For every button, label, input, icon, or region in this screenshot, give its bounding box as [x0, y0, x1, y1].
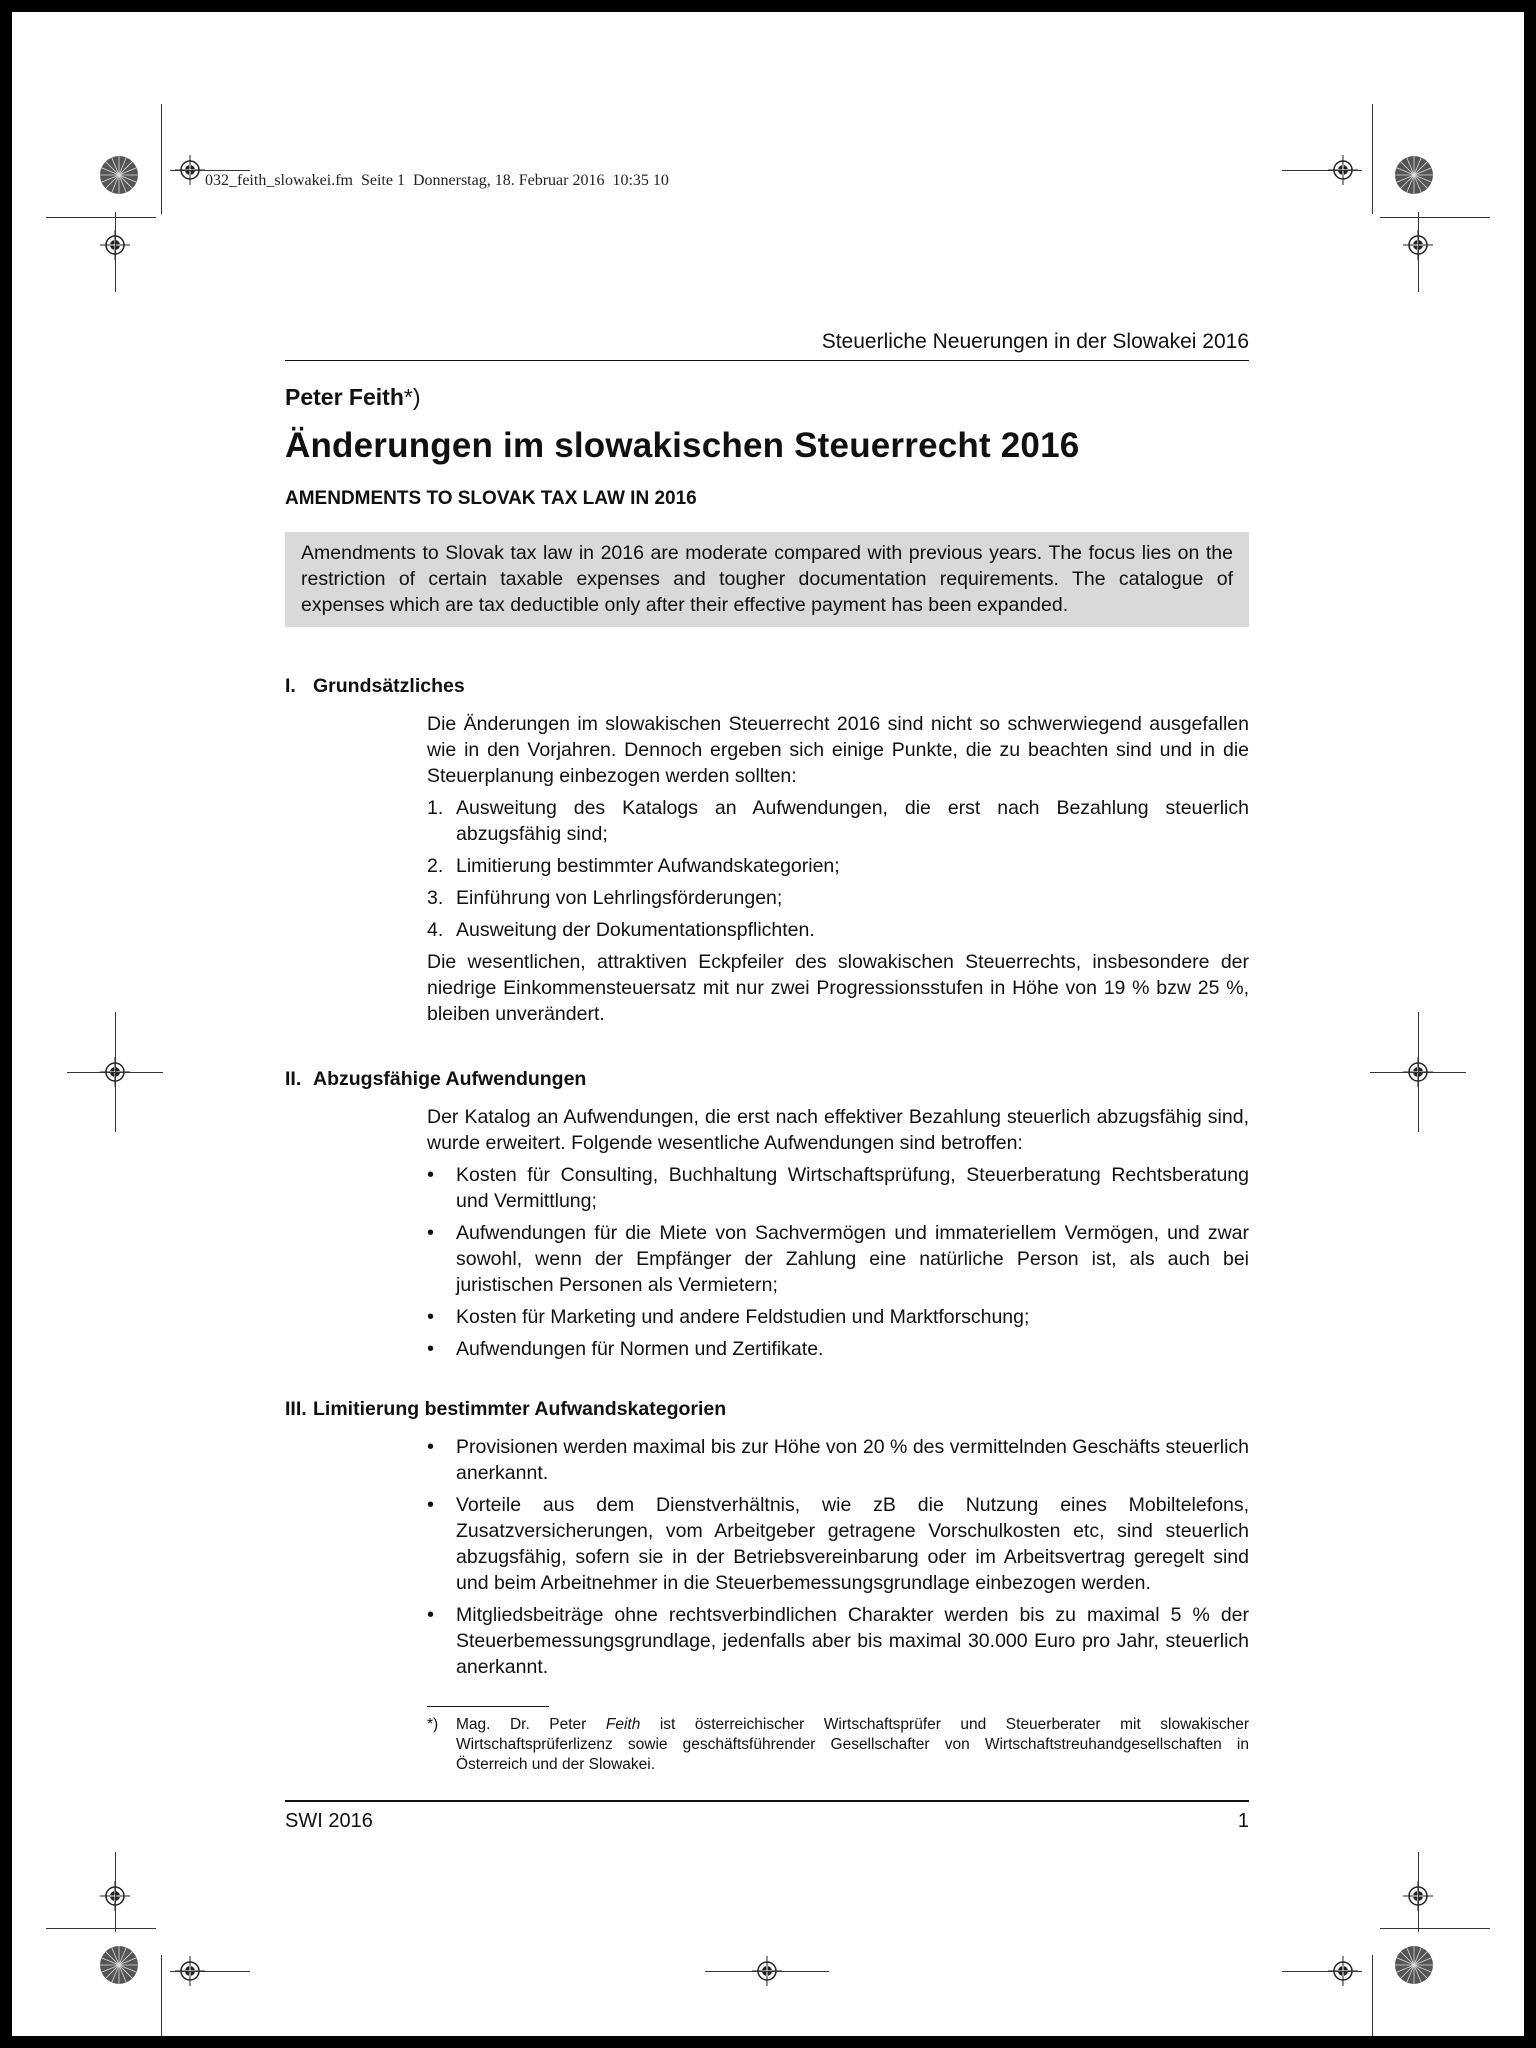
- register-dial-icon: [1394, 1945, 1434, 1985]
- abstract-box: Amendments to Slovak tax law in 2016 are moderate compared with previous years. The focus lies on the restriction of certain taxable expenses and tougher documentation requirements. The catalogue of expenses which are tax deductible only after their effective payment has been expanded.: [285, 532, 1249, 627]
- list-item-text: Mitgliedsbeiträge ohne rechtsverbindlichen Charakter werden bis zu maximal 5 % der Steuerbemessungsgrundlage, jedenfalls aber bis maximal 30.000 Euro pro Jahr, steuerlich anerkannt.: [456, 1604, 1249, 1678]
- register-dial-icon: [99, 155, 139, 195]
- journal-name: SWI 2016: [285, 1810, 373, 1832]
- register-dial-icon: [99, 1945, 139, 1985]
- crop-mark: [1380, 217, 1490, 218]
- crop-mark: [161, 1955, 162, 2036]
- crop-mark: [1372, 104, 1373, 214]
- section-title: Limitierung bestimmter Aufwandskategorien: [313, 1398, 727, 1420]
- list-item: [427, 1220, 1249, 1298]
- bullet-list: [427, 1162, 1249, 1362]
- crop-mark: [170, 170, 250, 171]
- list-item-text: Vorteile aus dem Dienstverhältnis, wie zB die Nutzung eines Mobiltelefons, Zusatzversicherungen, vom Arbeitgeber getragene Vorschulkosten etc, sind steuerlich abzugsfähig, sofern sie in der Betriebsvereinbarung oder im Arbeitsvertrag geregelt sind und beim Arbeitnehmer in die Steuerbemessungsgrundlage einbezogen werden.: [456, 1494, 1249, 1594]
- article-title: Änderungen im slowakischen Steuerrecht 2016: [285, 426, 1080, 465]
- list-marker: 2.: [427, 855, 444, 877]
- crop-mark: [46, 1928, 156, 1929]
- footnote-marker: *): [403, 384, 421, 410]
- bullet-icon: •: [427, 1164, 435, 1186]
- bullet-list: [427, 1434, 1249, 1680]
- list-item-text: Ausweitung der Dokumentationspflichten.: [456, 919, 815, 941]
- list-item: [427, 1434, 1249, 1486]
- crop-mark: [1370, 1072, 1466, 1073]
- list-item-text: Limitierung bestimmter Aufwandskategorien;: [456, 855, 840, 877]
- footer-rule: [285, 1800, 1249, 1802]
- list-item: [427, 795, 1249, 847]
- page-number: 1: [1237, 1810, 1249, 1832]
- section-heading: [285, 1398, 726, 1421]
- section-body: [427, 1428, 1249, 1680]
- bullet-icon: •: [427, 1604, 435, 1626]
- crop-mark: [1282, 1971, 1362, 1972]
- bullet-icon: •: [427, 1306, 435, 1328]
- crop-mark: [170, 1971, 250, 1972]
- author-name: Peter Feith: [285, 384, 404, 410]
- footnote-marker: *): [427, 1716, 439, 1733]
- bullet-icon: •: [427, 1338, 435, 1360]
- paragraph: Die wesentlichen, attraktiven Eckpfeiler des slowakischen Steuerrechts, insbesondere der niedrige Einkommensteuersatz mit nur zwei Progressionsstufen in Höhe von 19 % bzw 25 %, bleiben unverändert.: [427, 951, 1249, 1025]
- running-head: Steuerliche Neuerungen in der Slowakei 2016: [285, 330, 1249, 361]
- section-heading: [285, 675, 465, 698]
- list-item: [427, 853, 1249, 879]
- list-marker: 3.: [427, 887, 444, 909]
- register-dial-icon: [1394, 155, 1434, 195]
- bullet-icon: •: [427, 1436, 435, 1458]
- crop-mark: [1282, 170, 1362, 171]
- crop-mark: [115, 212, 116, 292]
- list-item-text: Provisionen werden maximal bis zur Höhe von 20 % des vermittelnden Geschäfts steuerlich anerkannt.: [456, 1436, 1249, 1484]
- author-line: [285, 384, 421, 411]
- bullet-icon: •: [427, 1222, 435, 1244]
- list-item-text: Kosten für Consulting, Buchhaltung Wirtschaftsprüfung, Steuerberatung Rechtsberatung und Vermittlung;: [456, 1164, 1249, 1212]
- section-title: Grundsätzliches: [313, 675, 465, 697]
- footnote-rule: [427, 1706, 549, 1707]
- section-body: [427, 711, 1249, 1027]
- list-item: [427, 917, 1249, 943]
- footnote-text: Mag. Dr. Peter: [456, 1716, 606, 1733]
- paragraph: Der Katalog an Aufwendungen, die erst nach effektiver Bezahlung steuerlich abzugsfähig sind, wurde erweitert. Folgende wesentliche Aufwendungen sind betroffen:: [427, 1106, 1249, 1154]
- numbered-list: [427, 795, 1249, 943]
- crop-mark: [1418, 212, 1419, 292]
- list-item: [427, 1304, 1249, 1330]
- crop-mark: [46, 217, 156, 218]
- list-item-text: Ausweitung des Katalogs an Aufwendungen, die erst nach Bezahlung steuerlich abzugsfähig sind;: [456, 797, 1249, 845]
- list-item: [427, 885, 1249, 911]
- list-item-text: Aufwendungen für die Miete von Sachvermögen und immateriellem Vermögen, und zwar sowohl, wenn der Empfänger der Zahlung eine natürliche Person ist, als auch bei juristischen Personen als Vermietern;: [456, 1222, 1249, 1296]
- footnote: [427, 1715, 1249, 1775]
- crop-mark: [1372, 1955, 1373, 2036]
- article-subtitle: AMENDMENTS TO SLOVAK TAX LAW IN 2016: [285, 488, 697, 509]
- list-item-text: Aufwendungen für Normen und Zertifikate.: [456, 1338, 824, 1360]
- list-item: [427, 1162, 1249, 1214]
- list-item: [427, 1492, 1249, 1596]
- print-slug: 032_feith_slowakei.fm Seite 1 Donnerstag, 18. Februar 2016 10:35 10: [205, 172, 669, 189]
- bullet-icon: •: [427, 1494, 435, 1516]
- section-body: [427, 1104, 1249, 1362]
- crop-mark: [1418, 1852, 1419, 1932]
- crop-mark: [1380, 1928, 1490, 1929]
- section-number: II.: [285, 1068, 302, 1090]
- section-number: I.: [285, 675, 296, 697]
- list-marker: 1.: [427, 797, 444, 819]
- list-marker: 4.: [427, 919, 444, 941]
- section-number: III.: [285, 1398, 307, 1420]
- document-page: [12, 12, 1524, 2036]
- footnote-text: ist österreichischer Wirtschaftsprüfer und Steuerberater mit slowakischer Wirtschaftsprüferlizenz sowie geschäftsführender Gesellschafter von Wirtschaftstreuhandgesellschaften in Österreich und der Slowakei.: [456, 1716, 1249, 1773]
- list-item-text: Einführung von Lehrlingsförderungen;: [456, 887, 783, 909]
- list-item-text: Kosten für Marketing und andere Feldstudien und Marktforschung;: [456, 1306, 1030, 1328]
- section-heading: [285, 1068, 586, 1091]
- paragraph: Die Änderungen im slowakischen Steuerrecht 2016 sind nicht so schwerwiegend ausgefallen wie in den Vorjahren. Dennoch ergeben sich einige Punkte, die zu beachten sind und in die Steuerplanung einbezogen werden sollten:: [427, 713, 1249, 787]
- crop-mark: [161, 104, 162, 214]
- crop-mark: [67, 1072, 163, 1073]
- list-item: [427, 1336, 1249, 1362]
- section-title: Abzugsfähige Aufwendungen: [313, 1068, 587, 1090]
- list-item: [427, 1602, 1249, 1680]
- crop-mark: [115, 1852, 116, 1932]
- footnote-author: Feith: [605, 1716, 641, 1733]
- crop-mark: [705, 1971, 829, 1972]
